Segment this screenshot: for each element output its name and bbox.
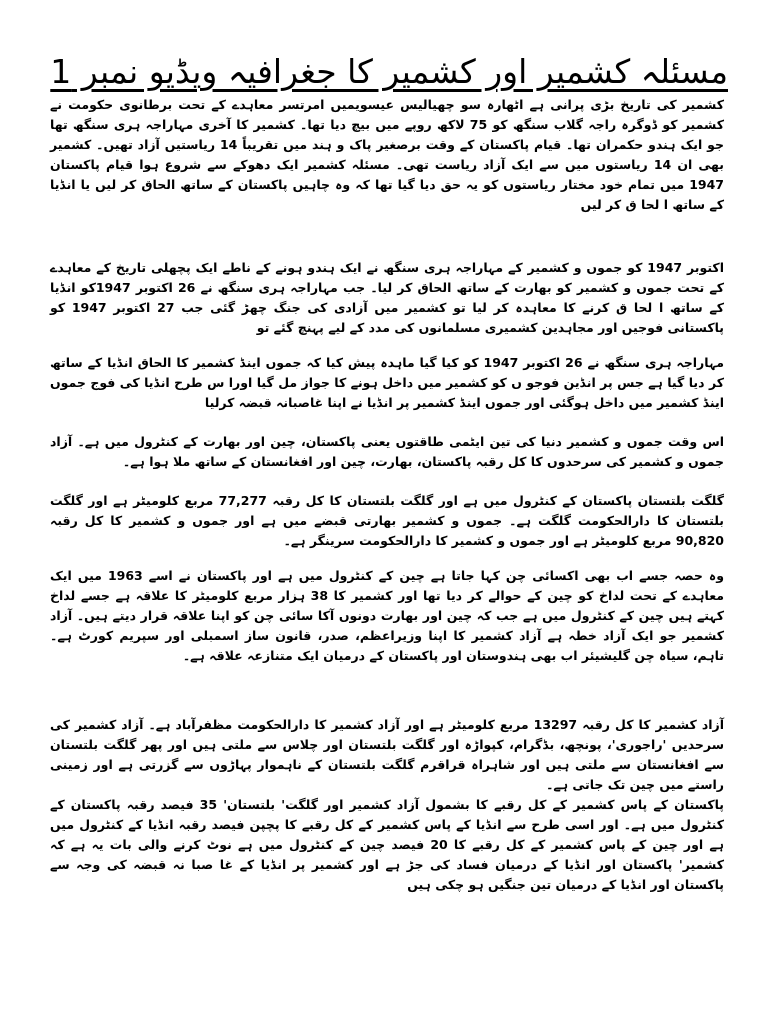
paragraph-history: کشمیر کی تاریخ بڑی پرانی ہے اٹھارہ سو چھیالیس عیسویمیں امرتسر معاہدے کے تحت برطانوی حکومت نے کشمیر کو ڈوگرہ راجہ گلاب سنگھ کو 75 لاکھ روپے میں بیچ دیا تھا۔ کشمیر کا آخری مہاراجہ ہری سنگھ تھا جو ایک ہندو حکمران تھا۔ قیام پاکستان کے وقت برصغیر پاک و ہند میں تقریباً 14 ریاستیں آزاد تھیں۔ کشمیر بھی ان 14 ریاستوں میں سے ایک آزاد ریاست تھی۔ مسئلہ کشمیر ایک دھوکے سے شروع ہوا قیام پاکستان 1947 میں تمام خود مختار ریاستوں کو یہ حق دیا گیا تھا کہ وہ چاہیں پاکستان کے ساتھ الحاق کر لیں یا انڈیا کے ساتھ ا لحا ق کر لیں xyxy=(50,97,724,212)
paragraph-gilgit-baltistan: گلگت بلتستان پاکستان کے کنٹرول میں ہے اور گلگت بلتستان کا کل رقبہ 77,277 مربع کلومیٹر ہے اور گلگت بلتستان کا دارالحکومت گلگت ہے۔ جموں و کشمیر بھارتی قبضے میں ہے اور جموں و کشمیر کا کل رقبہ 90,820 مربع کلومیٹر ہے اور جموں و کشمیر کا دارالحکومت سرینگر ہے۔ xyxy=(50,493,724,548)
paragraph-control: اس وقت جموں و کشمیر دنیا کی تین ایٹمی طاقتوں یعنی پاکستان، چین اور بھارت کے کنٹرول میں ہے۔ آزاد جموں و کشمیر کی سرحدوں کا کل رقبہ پاکستان، بھارت، چین اور افغانستان کے ساتھ ملا ہوا ہے۔ xyxy=(50,434,724,469)
paragraph-accession: اکتوبر 1947 کو جموں و کشمیر کے مہاراجہ ہری سنگھ نے ایک ہندو ہونے کے ناطے ایک پچھلی تاریخ کے معاہدے کے تحت جموں و کشمیر کو بھارت کے ساتھ الحاق کر لیا۔ جب مہاراجہ ہری سنگھ نے 26 اکتوبر 1947کو انڈیا کے ساتھ ا لحا ق کرنے کا معاہدہ کر لیا تو کشمیر میں آزادی کی جنگ چھڑ گئی جب 27 اکتوبر 1947 کو پاکستانی فوجیں اور مجاہدین کشمیری مسلمانوں کی مدد کے لیے پہنچ گئے تو xyxy=(50,260,724,335)
paragraph-occupation: مہاراجہ ہری سنگھ نے 26 اکتوبر 1947 کو کیا گیا ماہدہ پیش کیا کہ جموں اینڈ کشمیر کا الحاق انڈیا کے ساتھ کر دیا گیا ہے جس پر انڈین فوجو ں کو کشمیر میں داخل ہونے کا جواز مل گیا اورا س طرح انڈیا کی فوج جموں اینڈ کشمیر میں داخل ہوگئی اور جموں اینڈ کشمیر پر انڈیا نے اپنا غاصبانہ قبضہ کرلیا xyxy=(50,355,725,410)
paragraph-aksai-chin: وہ حصہ جسے اب بھی اکسائی چن کہا جاتا ہے چین کے کنٹرول میں ہے اور پاکستان نے اسے 1963 میں ایک معاہدے کے تحت لداخ کو چین کے حوالے کر دیا تھا اور کشمیر کا 38 ہزار مربع کلومیٹر کا علاقہ ہے جسے لداخ کہتے ہیں چین کے کنٹرول میں ہے جب کہ چین اور بھارت دونوں آکا سائی چن کو اپنا علاقہ قرار دیتے ہیں۔ آزاد کشمیر جو ایک آزاد خطہ ہے آزاد کشمیر کا اپنا وزیراعظم، صدر، قانون ساز اسمبلی اور سپریم کورٹ ہے۔ تاہم، سیاہ چن گلیشیئر اب بھی ہندوستان اور پاکستان کے درمیان ایک متنازعہ علاقہ ہے۔ xyxy=(50,568,724,663)
document-title: مسئلہ کشمیر اور کشمیر کا جغرافیہ ویڈیو نمبر 1 xyxy=(50,52,728,91)
paragraph-area-share: پاکستان کے پاس کشمیر کے کل رقبے کا بشمول آزاد کشمیر اور گلگت' بلتستان' 35 فیصد رقبہ پاکستان کے کنٹرول میں ہے۔ اور اسی طرح سے انڈیا کے پاس کشمیر کے کل رقبے کا پچپن فیصد رقبہ انڈیا کے کنٹرول میں ہے اور چین کے پاس کشمیر کے کل رقبے کا 20 فیصد چین کے کنٹرول میں ہے نوٹ کرنے والی بات یہ ہے کہ کشمیر' پاکستان اور انڈیا کے درمیان فساد کی جڑ ہے اور کشمیر پر انڈیا کے غا صبا نہ قبضہ کی وجہ سے پاکستان اور انڈیا کے درمیان تین جنگیں ہو چکی ہیں xyxy=(50,797,724,892)
paragraph-azad-kashmir: آزاد کشمیر کا کل رقبہ 13297 مربع کلومیٹر ہے اور آزاد کشمیر کا دارالحکومت مظفرآباد ہے۔ آزاد کشمیر کی سرحدیں 'راجوری'، پونچھ، بڈگرام، کپواڑہ اور گلگت بلتستان اور چلاس سے ملتی ہیں اور پھر گلگت بلتستان سے افغانستان سے ملتی ہیں اور شاہراہ قراقرم گلگت بلتستان کے ناہموار پہاڑوں سے گزرتی ہے اور زمینی راستے میں چین تک جاتی ہے۔ xyxy=(50,717,725,792)
